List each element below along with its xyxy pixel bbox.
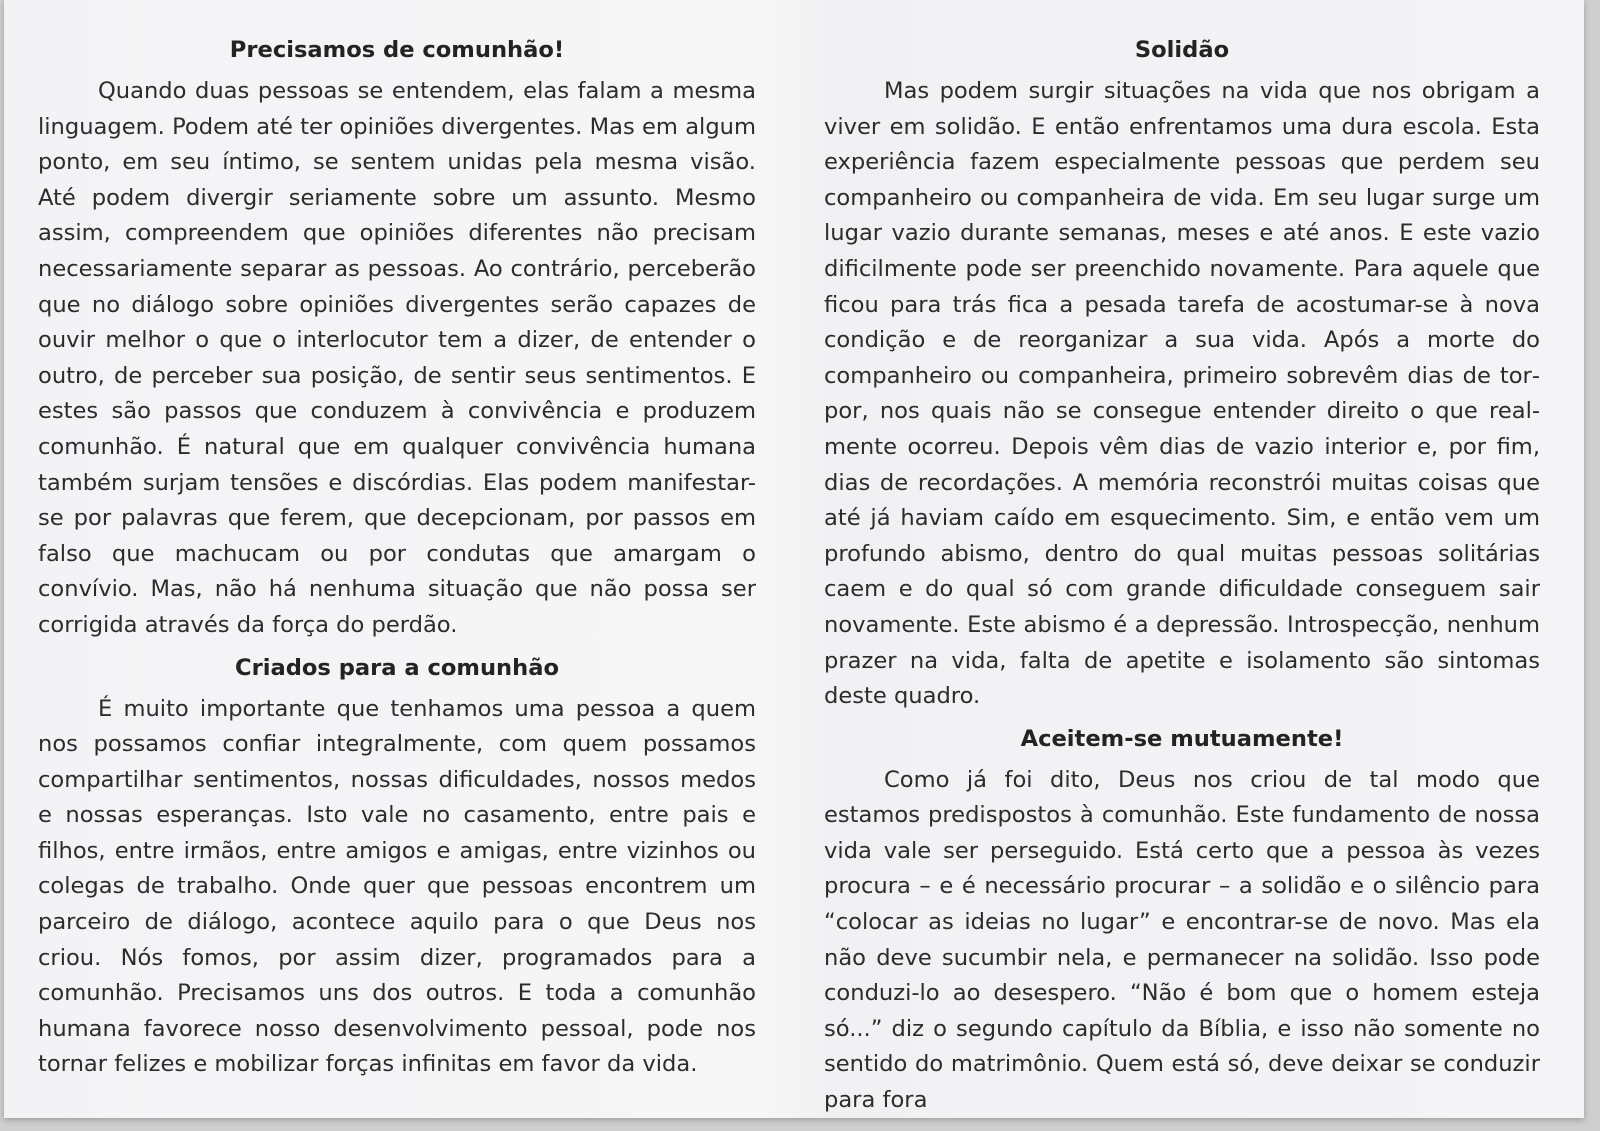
heading-aceitem-se-mutuamente: Aceitem-se mutuamente! [1020, 725, 1344, 752]
right-column [824, 32, 1540, 1119]
heading-criados-para-a-comunhao: Criados para a comunhão [235, 654, 559, 681]
booklet-page-spread [4, 0, 1584, 1118]
heading-precisamos-de-comunhao: Precisamos de comunhão! [229, 37, 565, 63]
paragraph-aceitem-se-mutuamente: Como já foi dito, Deus nos criou de tal modo que estamos predispostos à comunhão. Este fundamento de nossa vida vale ser perseguido. Está certo que a pessoa às vezes procura – e é necessário procurar – a solidão e o silêncio para “colocar as ideias no lugar” e encontrar-se de novo. Mas ela não deve sucumbir nela, e permanecer na solidão. Isso pode conduzi-lo ao desespero. “Não é bom que o homem esteja só...” diz o segundo capítulo da Bíblia, e isso não somente no sentido do matrimônio. Quem está só, deve deixar se conduzir para fora [824, 766, 1540, 1114]
heading-solidao: Solidão [1134, 37, 1230, 63]
paragraph-criados-para-a-comunhao: É muito importante que tenhamos uma pessoa a quem nos possamos confiar integralmente, com quem possamos compartilhar sentimentos, nossas dificuldades, nossos medos e nossas esperanças. Isto vale no casamento, entre pais e filhos, entre irmãos, entre amigos e amigas, entre vizinhos ou colegas de trabalho. Onde quer que pessoas encontrem um parceiro de diálogo, acontece aquilo para o que Deus nos criou. Nós fomos, por assim dizer, programados para a comunhão. Precisamos uns dos outros. E toda a comunhão humana favorece nosso desenvolvimento pessoal, pode nos tornar felizes e mobilizar forças infinitas em favor da vida. [38, 695, 756, 1078]
paragraph-solidao: Mas podem surgir situações na vida que nos obrigam a viver em solidão. E então enfrentamos uma dura escola. Esta experiência fazem especialmente pessoas que perdem seu companheiro ou companheira de vida. Em seu lugar surge um lugar vazio durante semanas, meses e até anos. E este vazio dificilmente pode ser preenchido novamente. Para aquele que ficou para trás fica a pesada tarefa de acostumar-se à nova condição e de reorganizar a sua vida. Após a morte do companheiro ou companheira, primeiro sobrevêm dias de torpor, nos quais não se consegue entender direito o que realmente ocorreu. Depois vêm dias de vazio interior e, por fim, dias de recordações. A memória reconstrói muitas coisas que até já haviam caído em esquecimento. Sim, e então vem um profundo abismo, dentro do qual muitas pessoas solitárias caem e do qual só com grande dificuldade conseguem sair novamente. Este abismo é a depressão. Introspecção, nenhum prazer na vida, falta de apetite e isolamento são sintomas deste quadro. [824, 78, 1540, 710]
paragraph-precisamos-de-comunhao: Quando duas pessoas se entendem, elas falam a mesma linguagem. Podem até ter opiniões divergentes. Mas em algum ponto, em seu íntimo, se sentem unidas pela mesma visão. Até podem divergir seriamente sobre um assunto. Mesmo assim, compreendem que opiniões diferentes não precisam necessariamente separar as pessoas. Ao contrário, perceberão que no diálogo sobre opiniões divergentes serão capazes de ouvir melhor o que o interlocutor tem a dizer, de entender o outro, de perceber sua posição, de sentir seus sentimentos. E estes são passos que conduzem à convivência e produzem comunhão. É natural que em qualquer convivência humana também surjam tensões e discórdias. Elas podem manifestar-se por palavras que ferem, que decepcionam, por passos em falso que machucam ou por condutas que amargam o convívio. Mas, não há nenhuma situação que não possa ser corrigida através da força do perdão. [38, 78, 756, 638]
left-column [38, 32, 756, 1083]
